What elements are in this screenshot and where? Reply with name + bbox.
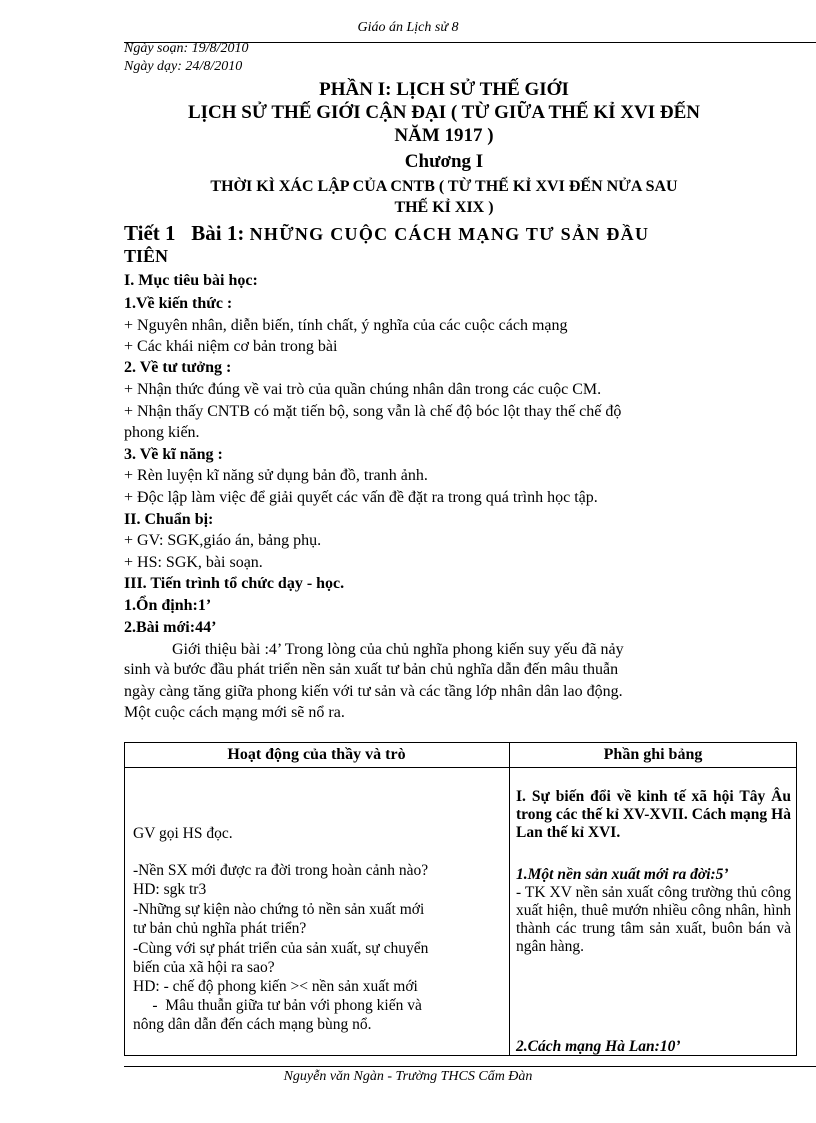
objectives-heading: I. Mục tiêu bài học: (124, 272, 258, 289)
section-title-line1: LỊCH SỬ THẾ GIỚI CẬN ĐẠI ( TỪ GIỮA THẾ KỈ XVI ĐẾN (187, 102, 701, 123)
table-left-line: biến của xã hội ra sao? (133, 959, 275, 976)
intro-paragraph-line: Một cuộc cách mạng mới sẽ nổ ra. (124, 704, 345, 721)
chapter-title-line2: THẾ KỈ XIX ) (394, 199, 494, 216)
intro-paragraph: Giới thiệu bài :4’ Trong lòng của chủ nghĩa phong kiến suy yếu đã nảy (172, 641, 624, 658)
page-footer: Nguyễn văn Ngàn - Trường THCS Cẩm Đàn (283, 1069, 533, 1084)
table-right-subheading: 2.Cách mạng Hà Lan:10’ (516, 1038, 681, 1055)
lesson-title-line1 (124, 222, 764, 246)
skills-item: + Rèn luyện kĩ năng sử dụng bản đồ, tranh ảnh. (124, 467, 428, 484)
chapter-label: Chương I (404, 151, 484, 172)
attitude-heading: 2. Về tư tưởng : (124, 359, 232, 376)
teach-date: Ngày dạy: 24/8/2010 (124, 59, 243, 74)
table-left-line: nông dân dẫn đến cách mạng bùng nổ. (133, 1016, 372, 1033)
table-left-line: GV gọi HS đọc. (133, 825, 233, 842)
attitude-item: + Nhận thức đúng về vai trò của quần chúng nhân dân trong các cuộc CM. (124, 381, 602, 398)
table-right-heading: I. Sự biến đổi về kinh tế xã hội Tây Âu trong các thế kỉ XV-XVII. Cách mạng Hà Lan thế kỉ XVI. (516, 788, 791, 841)
preparation-heading: II. Chuẩn bị: (124, 511, 214, 528)
table-right-text: - TK XV nền sản xuất công trường thủ công xuất hiện, thuê mướn nhiều công nhân, hình thành các trung tâm sản xuất, buôn bán và ngân hàng. (516, 884, 791, 955)
chapter-title-line1: THỜI KÌ XÁC LẬP CỦA CNTB ( TỪ THẾ KỈ XVI ĐẾN NỬA SAU (210, 178, 678, 195)
footer-rule (124, 1066, 816, 1067)
attitude-item-cont: phong kiến. (124, 424, 200, 441)
table-header-activities: Hoạt động của thầy và trò (227, 746, 406, 763)
lesson-title-line2: TIÊN (124, 246, 169, 266)
table-column-divider (509, 742, 510, 1056)
part-title: PHẦN I: LỊCH SỬ THẾ GIỚI (319, 79, 569, 100)
knowledge-item: + Các khái niệm cơ bản trong bài (124, 338, 338, 355)
table-left-line: -Nền SX mới được ra đời trong hoàn cảnh nào? (133, 862, 429, 879)
table-right-subheading: 1.Một nền sản xuất mới ra đời:5’ (516, 866, 729, 883)
intro-paragraph-line: ngày càng tăng giữa phong kiến với tư sản và các tầng lớp nhân dân lao động. (124, 683, 623, 700)
procedure-step1: 1.Ổn định:1’ (124, 597, 212, 614)
lesson-title: NHỮNG CUỘC CÁCH MẠNG TƯ SẢN ĐẦU (249, 224, 650, 244)
section-title-line2: NĂM 1917 ) (394, 125, 494, 146)
page-header: Giáo án Lịch sử 8 (357, 20, 459, 35)
skills-heading: 3. Về kĩ năng : (124, 446, 223, 463)
table-header-notes: Phần ghi bảng (603, 746, 703, 763)
table-header-divider (124, 767, 797, 768)
table-left-line: -Cùng với sự phát triển của sản xuất, sự chuyển (133, 940, 429, 957)
procedure-heading: III. Tiến trình tổ chức dạy - học. (124, 575, 345, 592)
knowledge-item: + Nguyên nhân, diễn biến, tính chất, ý nghĩa của các cuộc cách mạng (124, 317, 568, 334)
table-left-line: HD: sgk tr3 (133, 881, 207, 898)
skills-item: + Độc lập làm việc để giải quyết các vấn đề đặt ra trong quá trình học tập. (124, 489, 598, 506)
knowledge-heading: 1.Về kiến thức : (124, 295, 233, 312)
lesson-prefix: Tiết 1 Bài 1: (124, 221, 245, 245)
table-left-line: - Mâu thuẫn giữa tư bản với phong kiến và (133, 997, 422, 1014)
preparation-item: + HS: SGK, bài soạn. (124, 554, 263, 571)
table-left-line: tư bản chủ nghĩa phát triển? (133, 920, 307, 937)
table-left-line: -Những sự kiện nào chứng tỏ nền sản xuất mới (133, 901, 425, 918)
compose-date: Ngày soạn: 19/8/2010 (124, 41, 249, 56)
intro-paragraph-line: sinh và bước đầu phát triển nền sản xuất tư bản chủ nghĩa dẫn đến mâu thuẫn (124, 661, 619, 678)
attitude-item: + Nhận thấy CNTB có mặt tiến bộ, song vẫn là chế độ bóc lột thay thế chế độ (124, 403, 622, 420)
table-left-line: HD: - chế độ phong kiến >< nền sản xuất mới (133, 978, 418, 995)
procedure-step2: 2.Bài mới:44’ (124, 619, 217, 636)
preparation-item: + GV: SGK,giáo án, bảng phụ. (124, 532, 322, 549)
